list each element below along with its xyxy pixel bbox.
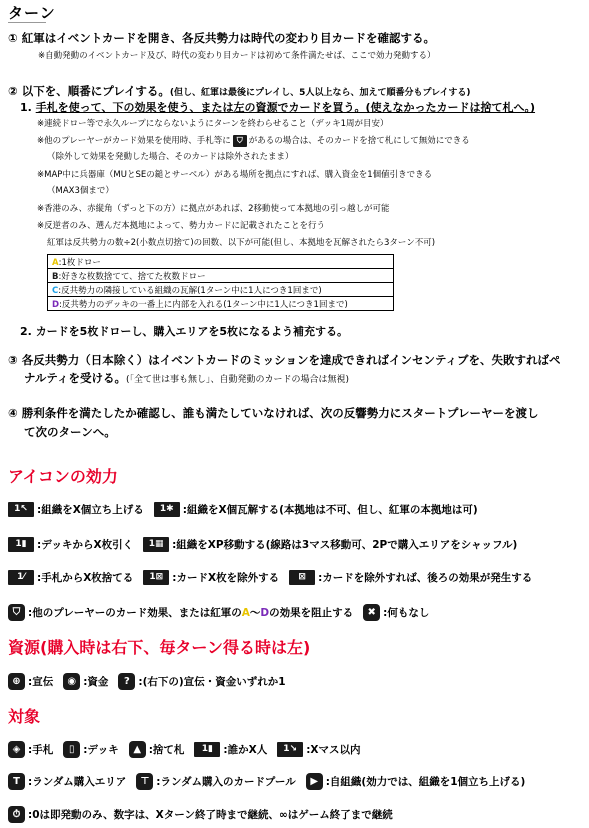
shield-icon: ⛉ — [233, 135, 247, 147]
shield-icon: ⛉ — [8, 604, 25, 621]
step-3-number: ③ — [8, 353, 18, 367]
step-2-text: 以下を、順番にプレイする。 — [21, 84, 170, 98]
resources-row: ⊕ :宣伝 ◉ :資金 ? :(右下の)宣伝・資金いずれか1 — [8, 673, 286, 690]
step-2-number: ② — [8, 84, 18, 98]
step-4-number: ④ — [8, 406, 18, 420]
note-1: ※連続ドロー等で永久ループにならないようにターンを終わらせること（デッキ1周が目安） — [37, 119, 389, 129]
discard-pile-icon: ▲ — [129, 741, 146, 758]
step-4-text-2: て次のターンへ。 — [24, 425, 116, 439]
option-row-c: C:反共勢力の隣接している組織の瓦解(1ターン中に1人につき1回まで) — [48, 283, 394, 297]
step-1-number: ① — [8, 31, 18, 45]
icon-row-1: 1↖ :組織をX個立ち上げる 1✱ :組織をX個瓦解する(本拠地は不可、但し、紅軍の本拠地は可) — [8, 502, 478, 517]
substep-2-text: カードを5枚ドローし、購入エリアを5枚になるよう補充する。 — [35, 325, 348, 338]
resources-heading: 資源(購入時は右下、毎ターン得る時は左) — [8, 638, 311, 657]
substep-2 — [20, 323, 348, 339]
note-6: ※香港のみ、赤縦角（ずっと下の方）に拠点があれば、2移動使って本拠地の引っ越しが可能 — [37, 204, 390, 214]
range-a: A — [241, 606, 250, 619]
note-8: 紅軍は反共勢力の数÷2(小数点切捨て)の回数、以下が可能(但し、本拠地を瓦解されたら3ターン不可) — [47, 238, 436, 248]
step-3-cont — [24, 370, 349, 386]
discard-icon: 1⁄ — [8, 570, 34, 585]
raise-icon: 1↖ — [8, 502, 34, 517]
step-2 — [8, 83, 470, 99]
step-3-text-1: 各反共勢力（日本除く）はイベントカードのミッションを達成できればインセンティブを、失敗すればペ — [21, 353, 561, 367]
step-1 — [8, 30, 435, 46]
move-icon: 1▦ — [143, 537, 169, 552]
draw-icon: 1▮ — [8, 537, 34, 552]
step-1-note: ※自動発動のイベントカード及び、時代の変わり目カードは初めて条件満たせば、ここで効力発動する） — [38, 51, 436, 61]
step-1-text: 紅軍はイベントカードを開き、各反共勢力は時代の変わり目カードを確認する。 — [21, 31, 435, 45]
icon-row-3: 1⁄ :手札からX枚捨てる 1⊠ :カードX枚を除外する ⊠ :カードを除外すれば、後ろの効果が発生する — [8, 570, 532, 585]
none-icon: ✖ — [363, 604, 380, 621]
range-d: D — [260, 606, 270, 619]
red-army-options-table — [47, 254, 394, 311]
note-2: ※他のプレーヤーがカード効果を使用時、手札等に ⛉ があるの場合は、そのカードを捨て札にして無効にできる — [37, 136, 470, 146]
targets-row-1: ◈ :手札 ▯ :デッキ ▲ :捨て札 1▮ :誰かX人 1↘ :Xマス以内 — [8, 741, 361, 758]
timer-icon: ⏱ — [8, 806, 25, 823]
substep-1-text: 手札を使って、下の効果を使う、または左の資源でカードを買う。(使えなかったカードは捨て札へ。) — [35, 101, 536, 114]
x-people-icon: 1▮ — [194, 742, 220, 757]
icons-heading: アイコンの効力 — [8, 467, 118, 486]
step-4-text-1: 勝利条件を満たしたか確認し、誰も満たしていなければ、次の反響勢力にスタートプレーヤーを渡し — [21, 406, 539, 420]
duration-text: :0は即発動のみ、数字は、Xターン終了時まで継続、∞はゲーム終了まで継続 — [28, 809, 393, 821]
note-4: ※MAP中に兵器庫（MUとSEの鎚とサーベル）がある場所を拠点にすれば、購入資金を1個値引きできる — [37, 170, 433, 180]
substep-1 — [20, 99, 535, 115]
substep-1-number: 1. — [20, 101, 32, 114]
step-3-text-2: ナルティを受ける。 — [24, 371, 127, 385]
exclude-icon: 1⊠ — [143, 570, 169, 585]
own-org-icon: ▶ — [306, 773, 323, 790]
option-row-a: A:1枚ドロー — [48, 255, 394, 269]
targets-row-2: T :ランダム購入エリア ⊤ :ランダム購入のカードプール ▶ :自組織(効力では、組織を1個立ち上げる) — [8, 773, 525, 790]
step-4 — [8, 405, 538, 421]
collapse-icon: 1✱ — [154, 502, 180, 517]
substep-2-number: 2. — [20, 325, 32, 338]
step-3 — [8, 352, 561, 368]
x-squares-icon: 1↘ — [277, 742, 303, 757]
exclude-trigger-icon: ⊠ — [289, 570, 315, 585]
duration-row — [8, 806, 393, 823]
option-row-d: D:反共勢力のデッキの一番上に内部を入れる(1ターン中に1人につき1回まで) — [48, 297, 394, 311]
icon-row-4: ⛉ :他のプレーヤーのカード効果、または紅軍の A 〜 D の効果を阻止する ✖ :何もなし — [8, 604, 429, 621]
step-2-small: (但し、紅軍は最後にプレイし、5人以上なら、加えて順番分もプレイする) — [169, 88, 471, 98]
funds-icon: ◉ — [63, 673, 80, 690]
note-7: ※反逆者のみ、選んだ本拠地によって、勢力カードに記載されたことを行う — [37, 221, 325, 231]
icon-row-2: 1▮ :デッキからX枚引く 1▦ :組織をXP移動する(線路は3マス移動可、2Pで購入エリアをシャッフル) — [8, 537, 517, 552]
random-buy-area-icon: T — [8, 773, 25, 790]
note-5: （MAX3個まで） — [47, 186, 114, 196]
deck-icon: ▯ — [63, 741, 80, 758]
note-3: （除外して効果を発動した場合、そのカードは除外されたまま） — [47, 152, 294, 162]
page-title: ターン — [8, 4, 56, 22]
targets-heading: 対象 — [8, 707, 41, 726]
propaganda-icon: ⊕ — [8, 673, 25, 690]
option-row-b: B:好きな枚数捨てて、捨てた枚数ドロー — [48, 269, 394, 283]
title-underline — [8, 22, 46, 23]
step-3-small: (「全て世は事も無し」、自動発動のカードの場合は無視) — [126, 375, 350, 385]
hand-icon: ◈ — [8, 741, 25, 758]
random-buy-pool-icon: ⊤ — [136, 773, 153, 790]
either-icon: ? — [118, 673, 135, 690]
